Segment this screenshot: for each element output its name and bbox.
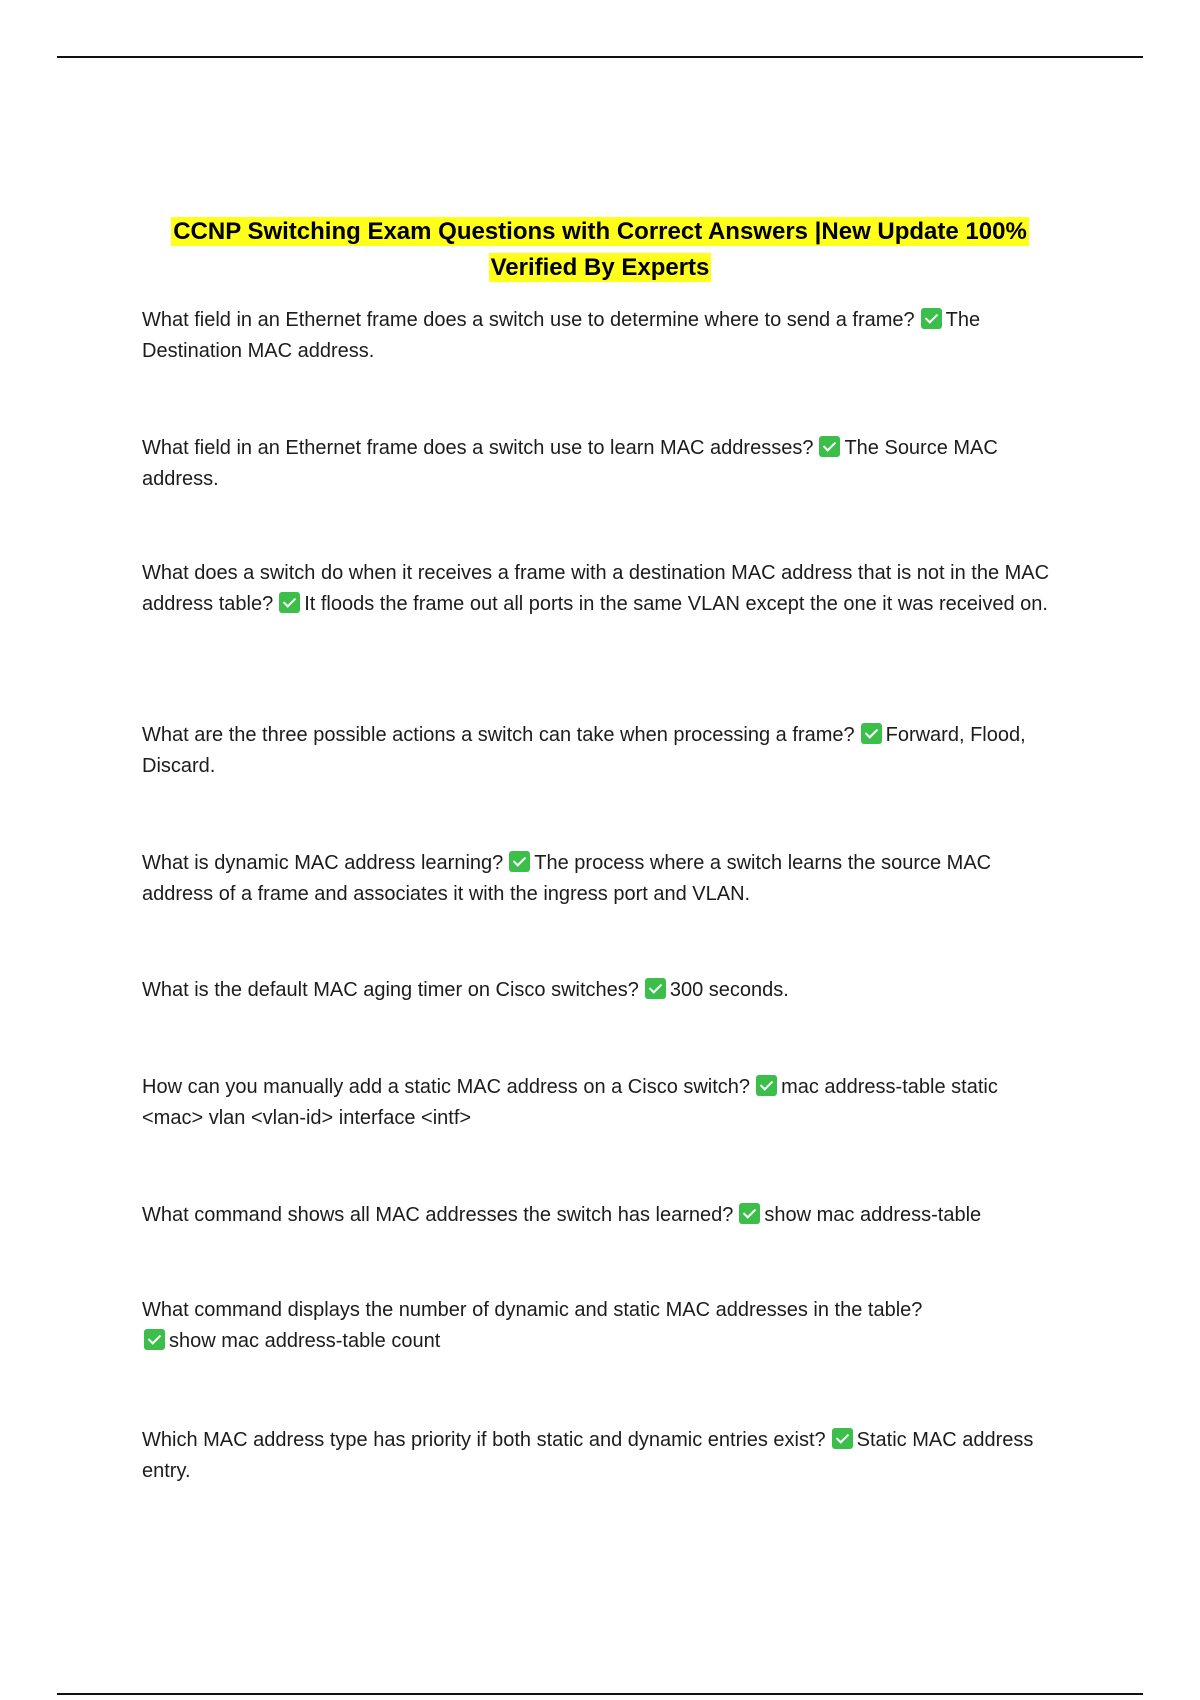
qa-item-2 (142, 433, 1062, 495)
qa-item-4 (142, 720, 1062, 782)
check-mark-icon (144, 1329, 165, 1350)
title-line-2: Verified By Experts (490, 254, 710, 281)
top-rule (57, 56, 1143, 58)
qa-item-1 (142, 305, 1062, 367)
title-line-1: CCNP Switching Exam Questions with Correct Answers |New Update 100% (173, 218, 1027, 245)
check-mark-icon (279, 592, 300, 613)
question-text: What are the three possible actions a switch can take when processing a frame? (142, 724, 855, 746)
answer-text: The Destination MAC address. (142, 309, 981, 362)
question-text: What is dynamic MAC address learning? (142, 852, 504, 874)
check-mark-icon (509, 851, 530, 872)
qa-item-3 (142, 558, 1062, 620)
question-text: How can you manually add a static MAC address on a Cisco switch? (142, 1076, 751, 1098)
question-text: What field in an Ethernet frame does a switch use to determine where to send a frame? (142, 309, 915, 331)
question-text: What command displays the number of dynamic and static MAC addresses in the table? (142, 1299, 923, 1321)
qa-item-7 (142, 1072, 1062, 1134)
answer-text: show mac address-table (764, 1204, 982, 1226)
qa-item-5 (142, 848, 1062, 910)
qa-item-6 (142, 975, 1062, 1006)
answer-text: Static MAC address entry. (142, 1429, 1034, 1482)
answer-text: show mac address-table count (169, 1330, 441, 1352)
answer-text: It floods the frame out all ports in the same VLAN except the one it was received on. (304, 593, 1048, 615)
answer-text: Forward, Flood, Discard. (142, 724, 1026, 777)
question-text: What command shows all MAC addresses the switch has learned? (142, 1204, 734, 1226)
question-text: What field in an Ethernet frame does a switch use to learn MAC addresses? (142, 437, 814, 459)
check-mark-icon (739, 1203, 760, 1224)
qa-item-8 (142, 1200, 1062, 1231)
check-mark-icon (645, 978, 666, 999)
answer-text: mac address-table static <mac> vlan <vlan-id> interface <intf> (142, 1076, 998, 1129)
answer-text: 300 seconds. (669, 979, 789, 1001)
check-mark-icon (819, 436, 840, 457)
question-text: What is the default MAC aging timer on Cisco switches? (142, 979, 639, 1001)
check-mark-icon (756, 1075, 777, 1096)
answer-text: The Source MAC address. (142, 437, 998, 490)
answer-text: The process where a switch learns the source MAC address of a frame and associates it with the ingress port and VLAN. (142, 852, 992, 905)
question-text: What does a switch do when it receives a frame with a destination MAC address that is not in the MAC address table? (142, 562, 1050, 615)
document-title (100, 214, 1100, 286)
check-mark-icon (921, 308, 942, 329)
check-mark-icon (861, 723, 882, 744)
check-mark-icon (832, 1428, 853, 1449)
qa-item-9 (142, 1295, 1062, 1357)
qa-item-10 (142, 1425, 1062, 1487)
bottom-rule (57, 1693, 1143, 1695)
question-text: Which MAC address type has priority if both static and dynamic entries exist? (142, 1429, 826, 1451)
